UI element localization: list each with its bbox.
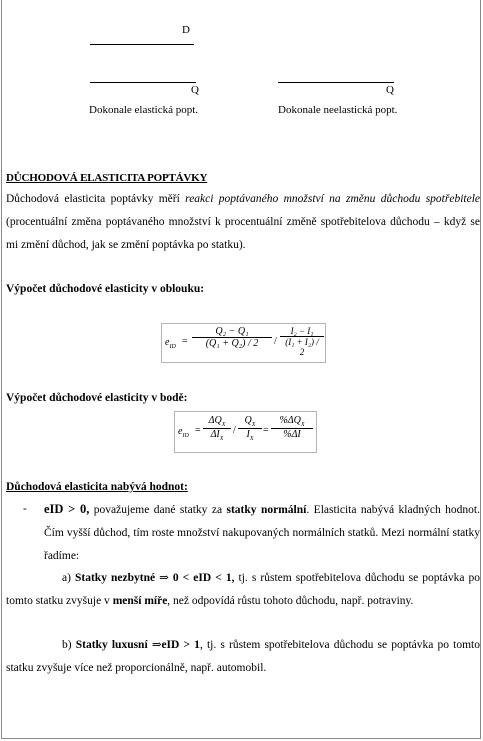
bullet-paragraph xyxy=(44,498,480,568)
bullet-text-1: považujeme dané statky za xyxy=(89,504,227,516)
point-eq2: = xyxy=(263,425,269,436)
item-a-text-2: , než odpovídá růstu tohoto důchodu, např. potraviny. xyxy=(167,595,414,607)
point-fraction-delta: $\Delta Q_X$ $\Delta I_X$ xyxy=(203,415,231,442)
item-b-paragraph xyxy=(6,634,480,680)
arc-fraction-i: $\frac{\text{I₂ − I₁}}{\text{(I₁ + I₂) / 2}}$ xyxy=(280,326,324,357)
q-label-right: Q xyxy=(386,84,394,96)
point-lhs: $e_{ID}$ xyxy=(178,426,189,439)
caption-inelastic: Dokonale neelastická popt. xyxy=(278,104,398,116)
section-title: DŮCHODOVÁ ELASTICITA POPTÁVKY xyxy=(6,172,208,184)
d-label: D xyxy=(182,24,190,36)
intro-text-2: (procentuální změna poptávaného množství k procentuální změně spotřebitelova důchodu – když se mi změní důchod, jak se změní poptávka po statku). xyxy=(6,216,480,251)
item-a-paragraph xyxy=(6,567,480,613)
item-b-cond: eID > 1 xyxy=(161,639,200,651)
intro-italic: reakci poptávaného množství na změnu důchodu spotřebitele xyxy=(185,193,480,205)
item-a-prefix: a) xyxy=(62,572,71,584)
axis-line-right xyxy=(278,82,394,83)
item-b-prefix: b) xyxy=(62,639,72,651)
point-fraction-ratio: $\frac{Q_X}{I_X}$ xyxy=(238,415,262,442)
bullet-dash: - xyxy=(23,503,27,515)
item-a-arrow: ⇒ xyxy=(159,572,169,584)
item-a-cond: 0 < eID < 1, xyxy=(172,572,235,584)
bullet-bold-normal: statky normální xyxy=(226,504,307,516)
axis-line-left xyxy=(90,82,196,83)
item-b-text-1: , tj. s růstem spotřebitelova důchodu se poptávka po tomto statku zvyšuje více než proporcionálně, např. automobil. xyxy=(6,639,480,674)
item-b-arrow: ⇒ xyxy=(151,639,162,651)
arc-lhs: $e_{ID}$ xyxy=(165,337,176,350)
item-a-bold: Statky nezbytné xyxy=(75,572,156,584)
item-a-bold-2: menší míře xyxy=(112,595,168,607)
caption-elastic: Dokonale elastická popt. xyxy=(89,104,199,116)
item-a-text-1: tj. s růstem spotřebitelova důchodu se poptávka po tomto statku zvyšuje v xyxy=(6,572,481,607)
item-b-bold: Statky luxusní xyxy=(75,639,148,651)
point-formula xyxy=(174,411,317,453)
bullet-bold-start: eID > 0, xyxy=(44,502,90,516)
point-eq: = xyxy=(195,425,201,436)
intro-paragraph xyxy=(6,188,480,257)
arc-formula xyxy=(161,323,326,363)
point-fraction-pct: $\%\Delta Q_X$ %ΔI xyxy=(271,415,313,440)
point-heading: Výpočet důchodové elasticity v bodě: xyxy=(6,392,188,404)
arc-fraction-q: $\frac{\text{Q₂ − Q₁}}{\text{(Q₁ + Q₂) / 2}}$ xyxy=(192,326,272,349)
values-heading: Důchodová elasticita nabývá hodnot: xyxy=(6,481,188,493)
q-label-left: Q xyxy=(191,84,199,96)
bullet-text-2: . Elasticita nabývá kladných hodnot. Čím vyšší důchod, tím roste množství nakupovaných normálních statků. Mezi normální statky řadíme: xyxy=(44,504,480,562)
arc-heading: Výpočet důchodové elasticity v oblouku: xyxy=(6,283,205,295)
point-div: / xyxy=(233,425,236,436)
demand-line-left xyxy=(90,44,194,45)
arc-div: / xyxy=(274,336,277,347)
document-page xyxy=(1,0,481,739)
arc-eq: = xyxy=(182,336,188,347)
intro-text-1: Důchodová elasticita poptávky měří xyxy=(6,193,186,205)
